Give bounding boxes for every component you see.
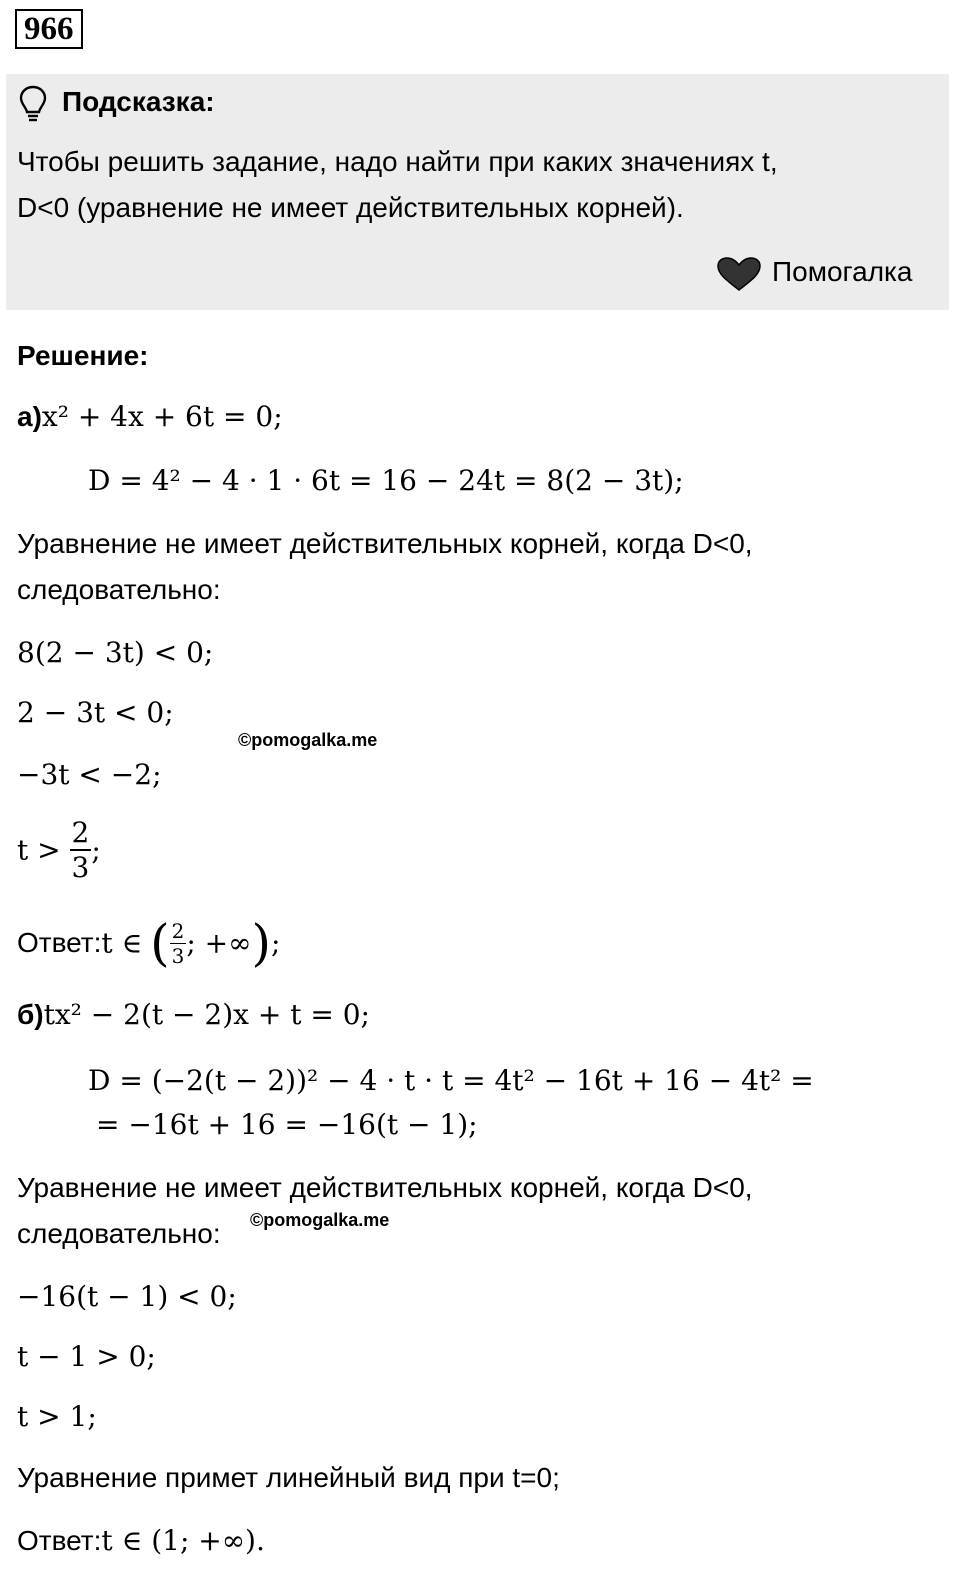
part-b-discriminant-2: = −16t + 16 = −16(t − 1); xyxy=(96,1108,478,1141)
watermark-2: ©pomogalka.me xyxy=(250,1210,390,1230)
fraction-denominator: 3 xyxy=(71,851,90,884)
answer-close-paren: ) xyxy=(251,914,271,972)
part-a-step-2: 2 − 3t < 0; xyxy=(17,696,174,729)
part-b-step-3: t > 1; xyxy=(17,1400,97,1433)
answer-fraction-numerator: 2 xyxy=(171,918,185,943)
part-a-discriminant: D = 4² − 4 · 1 · 6t = 16 − 24t = 8(2 − 3t); xyxy=(88,464,684,497)
answer-fraction-denominator: 3 xyxy=(171,943,185,968)
part-b-text-1: Уравнение не имеет действительных корней, когда D<0, xyxy=(17,1172,753,1203)
step-4-end: ; xyxy=(91,833,101,867)
part-b-equation: tx² − 2(t − 2)x + t = 0; xyxy=(43,998,370,1031)
answer-b-label: Ответ: xyxy=(17,1525,102,1556)
part-a-step-4 xyxy=(17,816,101,884)
answer-b-math: t ∈ (1; +∞). xyxy=(101,1524,265,1557)
part-b-discriminant-1: D = (−2(t − 2))² − 4 · t · t = 4t² − 16t + 16 − 4t² = xyxy=(88,1064,814,1097)
answer-open-paren: ( xyxy=(150,914,170,972)
part-a-text-2: следовательно: xyxy=(17,574,221,605)
answer-end: ; xyxy=(270,926,281,960)
hint-line-1: Чтобы решить задание, надо найти при каких значениях t, xyxy=(17,146,778,177)
lightbulb-icon xyxy=(18,84,48,124)
hint-line-2: D<0 (уравнение не имеет действительных корней). xyxy=(17,192,684,223)
part-a-label: а) xyxy=(17,401,42,432)
part-a-answer xyxy=(17,914,281,972)
part-b-text-2: следовательно: xyxy=(17,1218,221,1249)
step-4-lhs: t > xyxy=(17,833,61,867)
part-a-step-1: 8(2 − 3t) < 0; xyxy=(17,636,214,669)
answer-rest: ; +∞ xyxy=(186,926,252,960)
hint-title: Подсказка: xyxy=(62,86,215,117)
part-a-text-1: Уравнение не имеет действительных корней, когда D<0, xyxy=(17,528,753,559)
part-b-step-1: −16(t − 1) < 0; xyxy=(17,1280,237,1313)
watermark-1: ©pomogalka.me xyxy=(238,730,378,750)
part-b-label: б) xyxy=(17,999,44,1030)
fraction-two-thirds xyxy=(70,816,92,884)
brand-label: Помогалка xyxy=(772,256,913,287)
part-a-equation-line xyxy=(17,400,283,433)
part-b-answer xyxy=(17,1524,265,1557)
answer-lhs: t ∈ xyxy=(101,926,143,960)
heart-icon xyxy=(716,256,762,292)
part-b-step-2: t − 1 > 0; xyxy=(17,1340,156,1373)
answer-fraction xyxy=(170,919,187,968)
part-b-equation-line xyxy=(17,998,370,1031)
part-b-linear-note: Уравнение примет линейный вид при t=0; xyxy=(17,1462,560,1493)
part-a-step-3: −3t < −2; xyxy=(17,758,162,791)
solution-heading: Решение: xyxy=(17,340,149,371)
part-a-equation: x² + 4x + 6t = 0; xyxy=(41,400,283,433)
fraction-numerator: 2 xyxy=(71,816,90,849)
answer-label: Ответ: xyxy=(17,927,102,958)
task-number: 966 xyxy=(15,9,83,49)
